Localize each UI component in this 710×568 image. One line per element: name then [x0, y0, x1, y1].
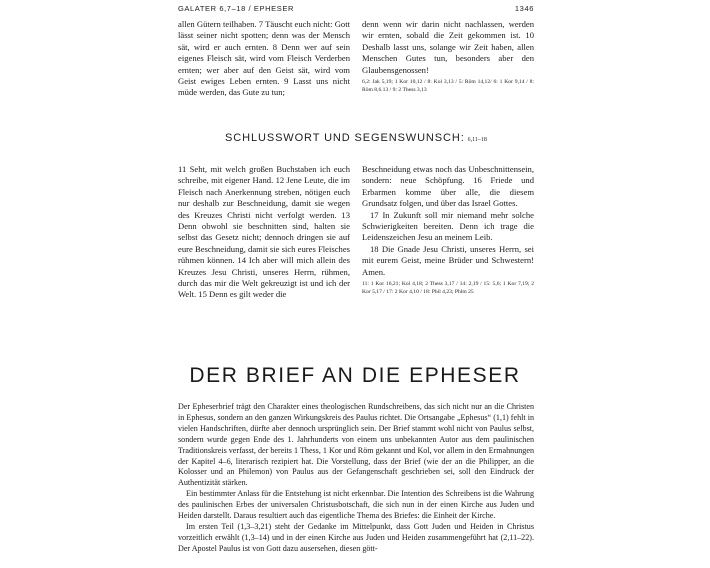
top-left-column: [178, 19, 350, 99]
middle-right-column: [362, 164, 534, 296]
verse-text: denn wenn wir darin nicht nachlassen, werden wir ernten, sobald die Zeit gekommen ist. 10 Deshalb lasst uns, solange wir Zeit haben, allen Menschen Gutes tun, besonders aber den Glaubensgenossen!: [362, 19, 534, 75]
running-head-title: GALATER 6,7–18 / EPHESER: [178, 4, 294, 13]
verse-text: 18 Die Gnade Jesu Christi, unseres Herrn, sei mit eurem Geist, meine Brüder und Schwestern! Amen.: [362, 243, 534, 277]
section-title: SCHLUSSWORT UND SEGENSWUNSCH:: [225, 132, 465, 144]
book-introduction: [178, 402, 534, 555]
verse-text: allen Gütern teilhaben. 7 Täuscht euch nicht: Gott lässt seiner nicht spotten; denn was der Mensch sät, wird er auch ernten. 8 Denn wer auf sein eigenes Fleisch sät, wird vom Fleisch Verderben ernten; wer aber auf den Geist sät, wird vom Geist ewiges Leben ernten. 9 Lasst uns nicht müde werden, das Gute zu tun;: [178, 19, 350, 98]
running-head: [178, 4, 534, 16]
page-number: 1346: [514, 4, 534, 13]
top-right-column: [362, 19, 534, 94]
cross-references: 6,2: Jak 5,19; 1 Kor 10,12 / 8: Kol 3,13 / 5: Röm 14,12/ 6: 1 Kor 9,14 / 8: Röm 8,6.13 / 9: 2 Thess 3,13: [362, 79, 534, 93]
section-heading: [178, 132, 534, 144]
verse-text: 17 In Zukunft soll mir niemand mehr solche Schwierigkeiten bereiten. Denn ich trage die Leidenszeichen Jesu an meinem Leib.: [362, 209, 534, 243]
section-reference: 6,11–18: [467, 137, 487, 143]
book-title: DER BRIEF AN DIE EPHESER: [189, 364, 521, 387]
intro-paragraph: Ein bestimmter Anlass für die Entstehung ist nicht erkennbar. Die Intention des Schreibens ist die Wahrung des paulinischen Erbes der universalen Christusbotschaft, die sich nun in der einen Kirche aus Juden und Heiden darstellt. Daraus resultiert auch das eigentliche Thema des Briefes: die Einheit der Kirche.: [178, 489, 534, 521]
intro-paragraph: Der Epheserbrief trägt den Charakter eines theologischen Rundschreibens, das sich nicht nur an die Christen in Ephesus, sondern an den ganzen Wirkungskreis des Paulus richtet. Die Ortsangabe „Ephesus“ (1,1) fehlt in vielen Handschriften, dürfte aber dennoch ursprünglich sein. Der Brief stammt wohl nicht von Paulus selbst, sondern wurde gegen Ende des 1. Jahrhunderts von einem uns unbekannten Autor aus dem paulinischen Traditionskreis verfasst, der bereits 1 Thess, 1 Kor und Röm gekannt und Kol, vor allem in den Ermahnungen der Kapitel 4–6, literarisch rezipiert hat. Die Vorstellung, dass der Brief (wie der an die Philipper, an die Kolosser und an Philemon) von Paulus aus der Gefangenschaft geschrieben sei, soll den Eindruck der Authentizität stärken.: [178, 402, 534, 488]
intro-paragraph: Im ersten Teil (1,3–3,21) steht der Gedanke im Mittelpunkt, dass Gott Juden und Heiden in Christus vorzeitlich erwählt (1,3–14) und in der einen Kirche aus Juden und Heiden zusammengeführt hat (2,11–22). Der Apostel Paulus ist von Gott dazu ausersehen, diesen gött-: [178, 521, 534, 553]
verse-text: 11 Seht, mit welch großen Buchstaben ich euch schreibe, mit eigener Hand. 12 Jene Leute, die im Fleisch nach Anerkennung streben, nötigen euch nur deshalb zur Beschneidung, damit sie wegen des Kreuzes Christi nicht verfolgt werden. 13 Denn obwohl sie beschnitten sind, halten sie selbst das Gesetz nicht; dennoch dringen sie auf eure Beschneidung, damit sie sich eures Fleisches rühmen können. 14 Ich aber will mich allein des Kreuzes Jesu Christi, unseres Herrn, rühmen, durch das mir die Welt gekreuzigt ist und ich der Welt. 15 Denn es gilt weder die: [178, 164, 350, 300]
middle-left-column: [178, 164, 350, 301]
cross-references: 11: 1 Kor 16,21; Kol 4,18; 2 Thess 3,17 / 14: 2,19 / 15: 5,6; 1 Kor 7,19; 2 Kor 5,17 / 17: 2 Kor 4,10 / 18: Phil 4,23; Phlm 25: [362, 281, 534, 295]
verse-text: Beschneidung etwas noch das Unbeschnittensein, sondern: neue Schöpfung. 16 Friede und Erbarmen komme über alle, die diesem Grundsatz folgen, und über das Israel Gottes.: [362, 164, 534, 209]
